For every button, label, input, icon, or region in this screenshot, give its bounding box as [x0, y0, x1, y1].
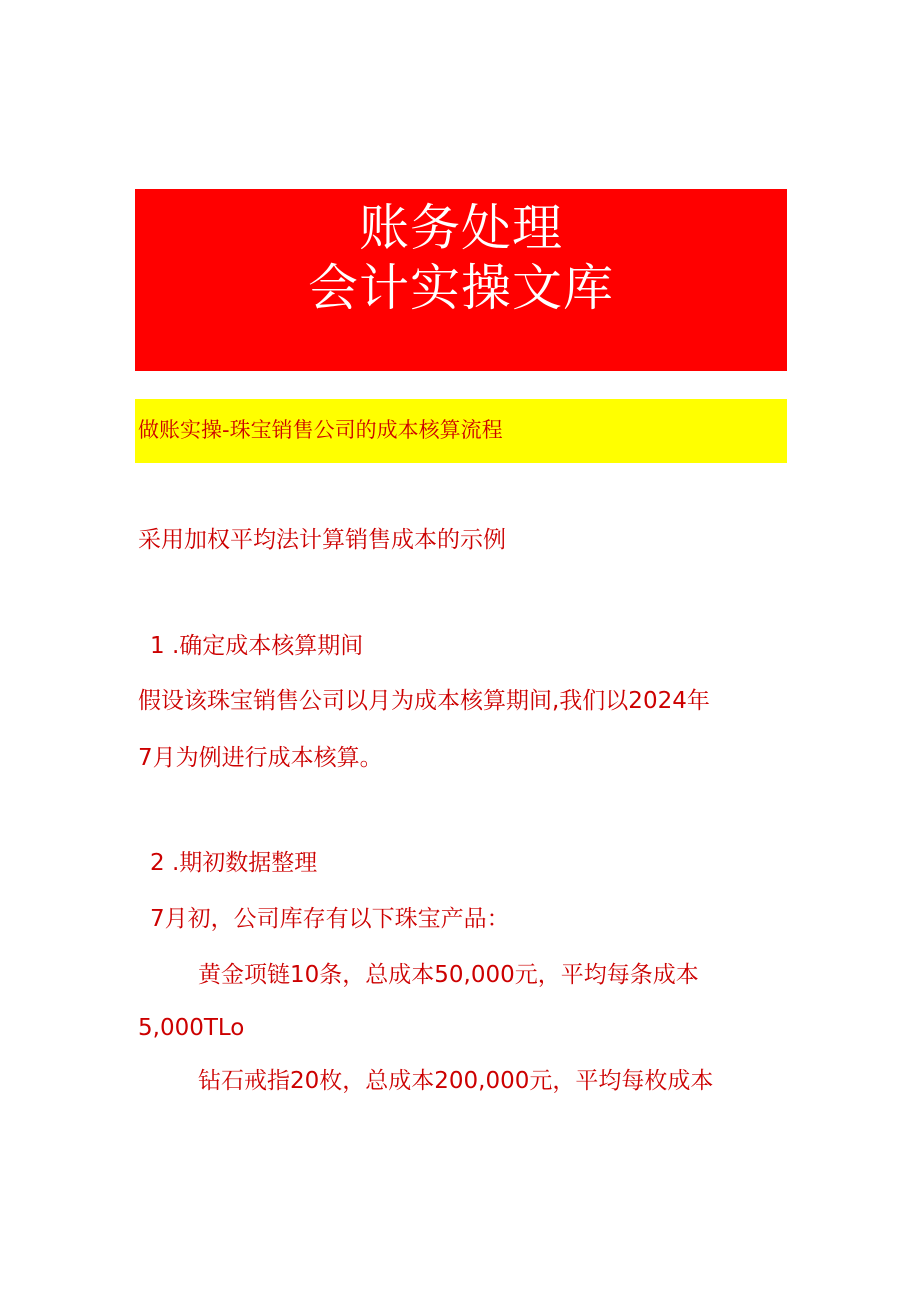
- section-2-title: 2 .期初数据整理: [150, 850, 318, 876]
- section-2-intro: 7月初，公司库存有以下珠宝产品：: [150, 906, 510, 932]
- document-subtitle: 做账实操-珠宝销售公司的成本核算流程: [138, 418, 503, 442]
- title-banner: [135, 189, 787, 371]
- inventory-item-1-line-2: 5,000TLo: [138, 1015, 245, 1041]
- section-1-title: 1 .确定成本核算期间: [150, 633, 364, 659]
- banner-title-line-1: 账务处理: [359, 199, 563, 257]
- subtitle-bar: [135, 399, 787, 463]
- inventory-item-1-line-1: 黄金项链10条，总成本50,000元，平均每条成本: [198, 962, 699, 988]
- section-1-paragraph-line-1: 假设该珠宝销售公司以月为成本核算期间,我们以2024年: [138, 688, 710, 714]
- section-1-paragraph-line-2: 7月为例进行成本核算。: [138, 745, 383, 771]
- inventory-item-2-line-1: 钻石戒指20枚，总成本200,000元，平均每枚成本: [198, 1068, 714, 1094]
- banner-title-line-2: 会计实操文库: [308, 259, 614, 317]
- section-heading: 采用加权平均法计算销售成本的示例: [138, 527, 506, 553]
